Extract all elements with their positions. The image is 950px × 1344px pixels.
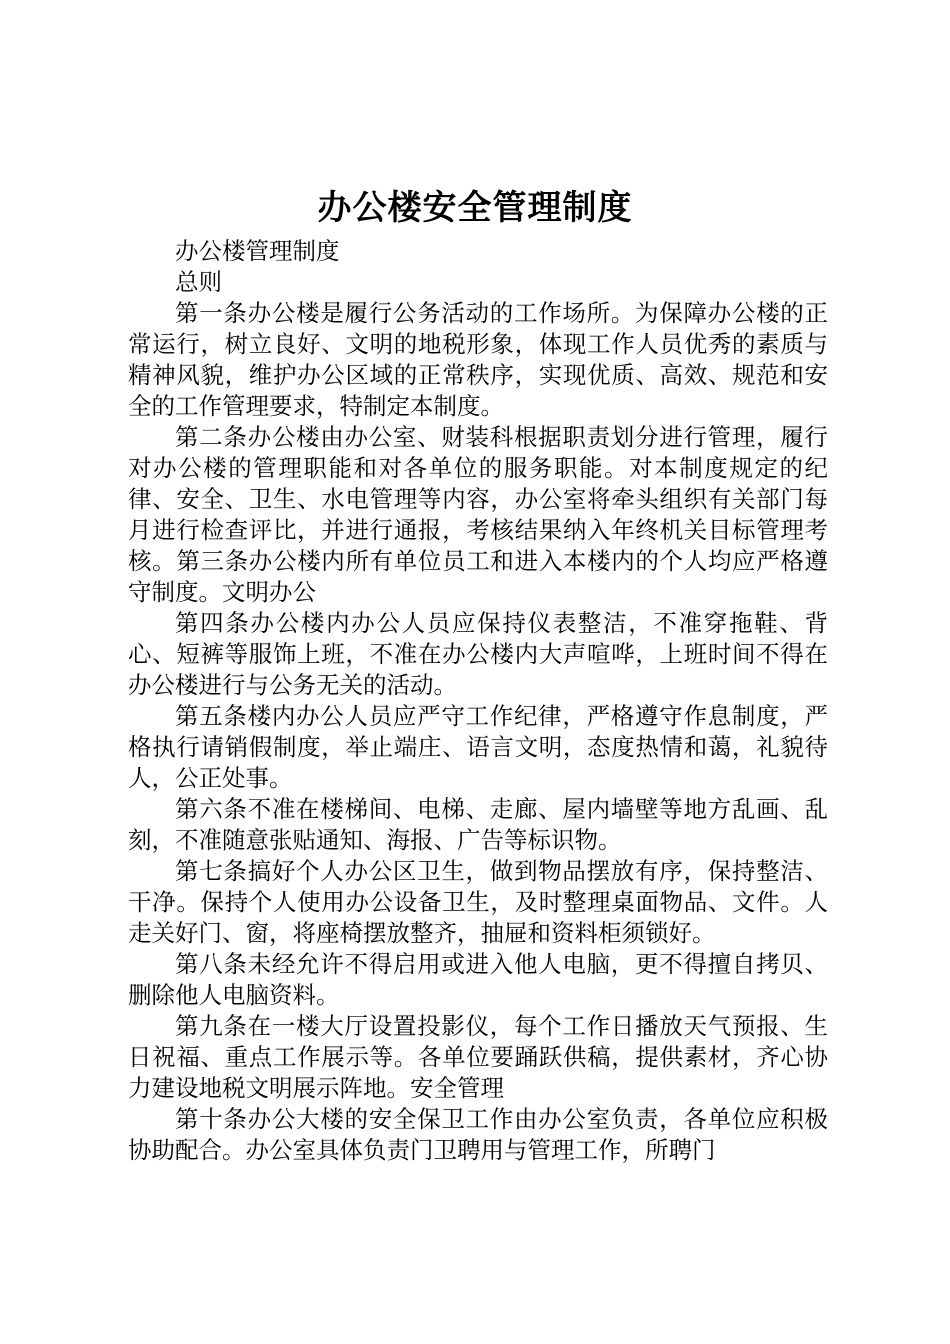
- paragraph: 第八条未经允许不得启用或进入他人电脑，更不得擅自拷贝、删除他人电脑资料。: [128, 950, 828, 1009]
- document-body: [128, 236, 828, 1166]
- paragraph: 总则: [175, 268, 222, 296]
- paragraph: 第二条办公楼由办公室、财装科根据职责划分进行管理，履行对办公楼的管理职能和对各单位的服务职能。对本制度规定的纪律、安全、卫生、水电管理等内容，办公室将牵头组织有关部门每月进行检查评比，并进行通报，考核结果纳入年终机关目标管理考核。第三条办公楼内所有单位员工和进入本楼内的个人均应严格遵守制度。文明办公: [128, 423, 828, 606]
- paragraph: 第四条办公楼内办公人员应保持仪表整洁，不准穿拖鞋、背心、短裤等服饰上班，不准在办公楼内大声喧哗，上班时间不得在办公楼进行与公务无关的活动。: [128, 609, 828, 699]
- paragraph: 第六条不准在楼梯间、电梯、走廊、屋内墙壁等地方乱画、乱刻，不准随意张贴通知、海报、广告等标识物。: [128, 795, 828, 854]
- document-title: 办公楼安全管理制度: [317, 188, 633, 228]
- paragraph: 第一条办公楼是履行公务活动的工作场所。为保障办公楼的正常运行，树立良好、文明的地税形象，体现工作人员优秀的素质与精神风貌，维护办公区域的正常秩序，实现优质、高效、规范和安全的工作管理要求，特制定本制度。: [128, 299, 828, 420]
- paragraph: 第七条搞好个人办公区卫生，做到物品摆放有序，保持整洁、干净。保持个人使用办公设备卫生，及时整理桌面物品、文件。人走关好门、窗，将座椅摆放整齐，抽屉和资料柜须锁好。: [128, 857, 828, 947]
- paragraph: 第十条办公大楼的安全保卫工作由办公室负责，各单位应积极协助配合。办公室具体负责门卫聘用与管理工作，所聘门: [128, 1105, 828, 1164]
- paragraph: 办公楼管理制度: [175, 237, 340, 265]
- paragraph: 第九条在一楼大厅设置投影仪，每个工作日播放天气预报、生日祝福、重点工作展示等。各单位要踊跃供稿，提供素材，齐心协力建设地税文明展示阵地。安全管理: [128, 1012, 828, 1102]
- paragraph: 第五条楼内办公人员应严守工作纪律，严格遵守作息制度，严格执行请销假制度，举止端庄、语言文明，态度热情和蔼，礼貌待人，公正处事。: [128, 702, 828, 792]
